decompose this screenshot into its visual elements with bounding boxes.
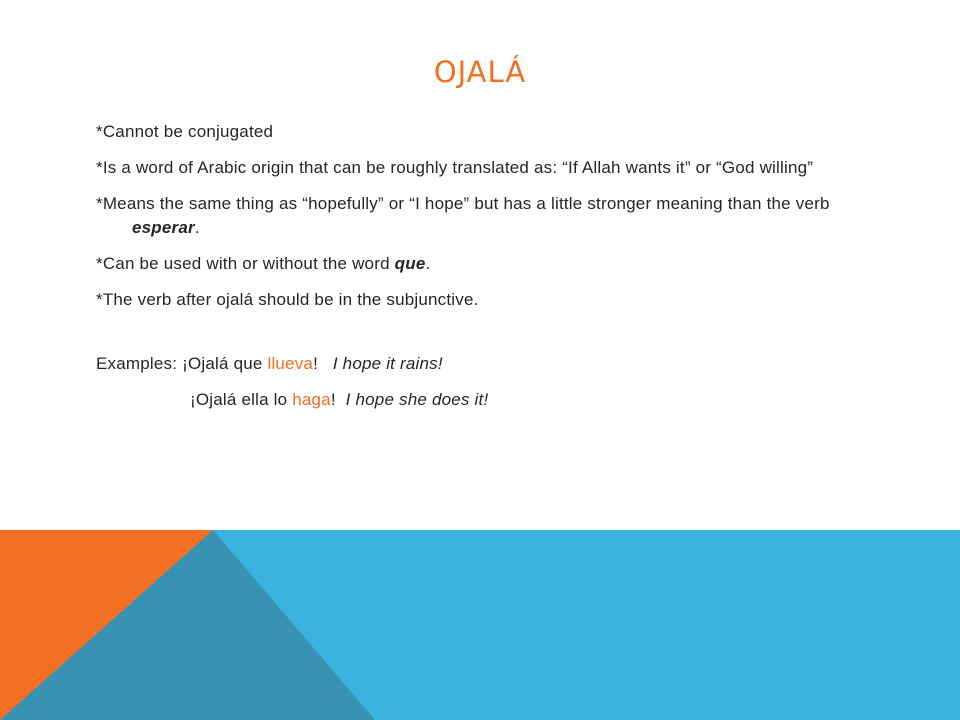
example-1-end: ! bbox=[313, 354, 319, 373]
example-2-start: ¡Ojalá ella lo bbox=[190, 390, 293, 409]
example-1-verb: llueva bbox=[267, 354, 314, 373]
example-2-verb: haga bbox=[292, 390, 331, 409]
emphasis-esperar: esperar bbox=[132, 218, 195, 237]
example-row-2 bbox=[96, 388, 856, 412]
bullet-que-text: *Can be used with or without the word bbox=[96, 254, 395, 273]
example-1-start: ¡Ojalá que bbox=[182, 354, 268, 373]
emphasis-que: que bbox=[394, 254, 426, 273]
bullet-origin: *Is a word of Arabic origin that can be roughly translated as: “If Allah wants it” or “God willing” bbox=[96, 158, 814, 177]
example-2-end: ! bbox=[330, 390, 336, 409]
slide-content bbox=[96, 120, 856, 424]
bullet-meaning-end: . bbox=[194, 218, 200, 237]
examples-label: Examples: bbox=[96, 354, 178, 373]
footer-decoration bbox=[0, 530, 960, 720]
bullet-conjugation: *Cannot be conjugated bbox=[96, 122, 274, 141]
bullet-subjunctive: *The verb after ojalá should be in the subjunctive. bbox=[96, 290, 479, 309]
bullet-que bbox=[96, 252, 856, 276]
slide-title: OJALÁ bbox=[433, 55, 527, 89]
example-row-1 bbox=[96, 352, 856, 376]
example-2-translation: I hope she does it! bbox=[345, 390, 489, 409]
example-1-translation: I hope it rains! bbox=[332, 354, 443, 373]
bullet-meaning-text: *Means the same thing as “hopefully” or “I hope” but has a little stronger meaning than the verb bbox=[96, 194, 830, 213]
bullet-meaning bbox=[96, 192, 856, 240]
bullet-que-end: . bbox=[425, 254, 431, 273]
